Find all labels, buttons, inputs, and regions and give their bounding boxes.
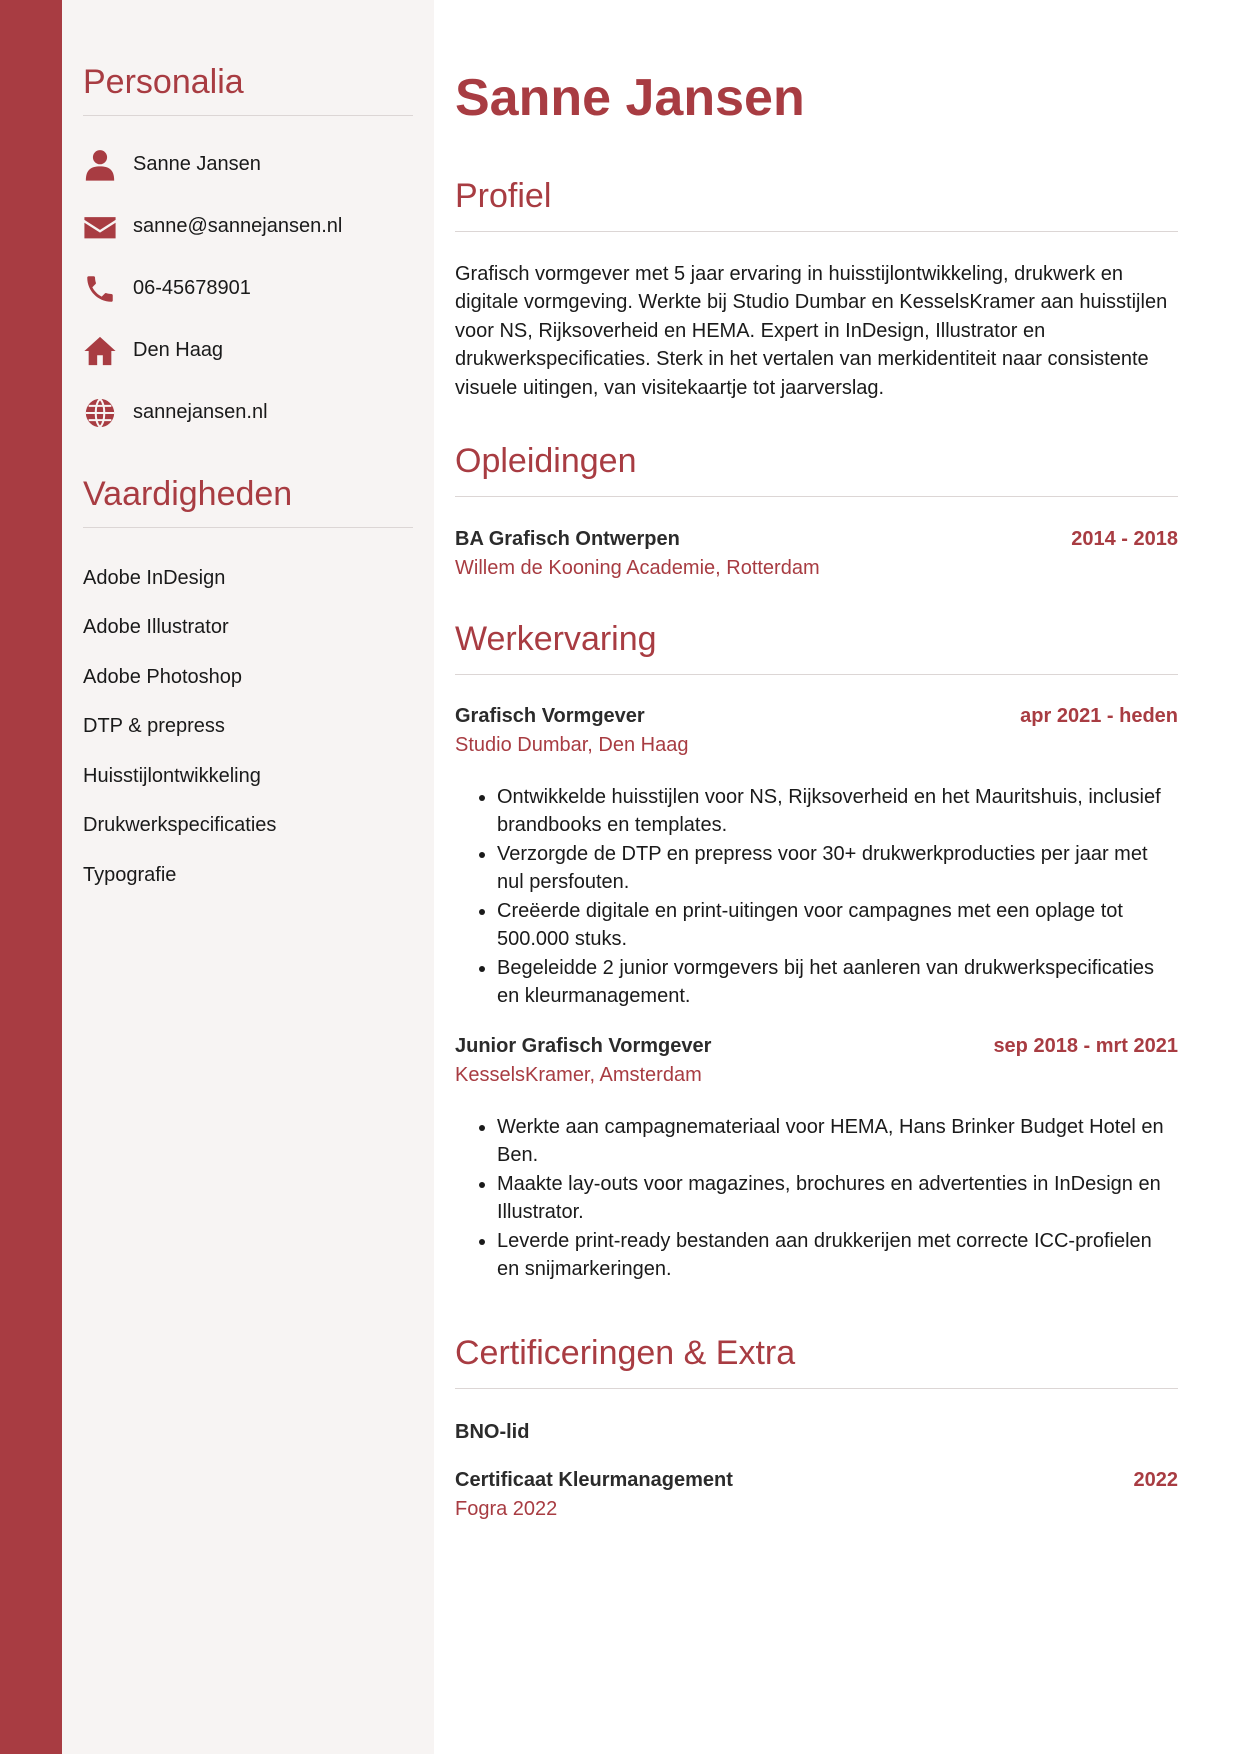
- experience-section: [455, 619, 1178, 1284]
- bullet-item: • Leverde print-ready bestanden aan drukkerijen met correcte ICC-profielen en snijmarkeringen.: [497, 1227, 1178, 1284]
- education-section: [455, 441, 1178, 580]
- user-icon: [83, 148, 117, 182]
- personalia-heading: Personalia: [83, 62, 413, 116]
- skill-item: Adobe InDesign: [83, 566, 226, 589]
- phone-icon: [83, 272, 117, 306]
- job-title: Grafisch Vormgever: [455, 704, 645, 727]
- bullet-item: • Maakte lay-outs voor magazines, brochures en advertenties in InDesign en Illustrator.: [497, 1170, 1178, 1227]
- job-entry: [455, 705, 1178, 1011]
- school-name: Willem de Kooning Academie, Rotterdam: [455, 556, 820, 579]
- certification-issuer: Fogra 2022: [455, 1497, 558, 1520]
- job-entry: [455, 1035, 1178, 1284]
- education-heading: Opleidingen: [455, 441, 1178, 497]
- contact-name-text: Sanne Jansen: [133, 153, 261, 176]
- certifications-section: [455, 1333, 1178, 1521]
- page-title: Sanne Jansen: [455, 69, 805, 127]
- skill-item: Drukwerkspecificaties: [83, 814, 277, 837]
- skills-heading: Vaardigheden: [83, 474, 413, 528]
- degree-title: BA Grafisch Ontwerpen: [455, 527, 680, 550]
- certification-entry: [455, 1469, 1178, 1521]
- contact-website-text[interactable]: sannejansen.nl: [133, 401, 268, 424]
- profile-section: [455, 176, 1178, 402]
- contact-email-text[interactable]: sanne@sannejansen.nl: [133, 215, 343, 238]
- skill-item: DTP & prepress: [83, 715, 225, 738]
- contact-website: [83, 382, 413, 444]
- certification-entry: [455, 1421, 1178, 1444]
- globe-icon: [83, 396, 117, 430]
- skills-list: [83, 554, 413, 901]
- education-dates: 2014 - 2018: [1071, 527, 1178, 550]
- skill-item: Adobe Illustrator: [83, 616, 229, 639]
- personalia-section: [83, 62, 413, 444]
- job-bullets: [455, 783, 1178, 1011]
- job-bullets: [455, 1113, 1178, 1284]
- company-name: Studio Dumbar, Den Haag: [455, 733, 689, 756]
- job-dates: apr 2021 - heden: [1020, 704, 1178, 727]
- certifications-heading: Certificeringen & Extra: [455, 1333, 1178, 1389]
- accent-stripe: [0, 0, 62, 1754]
- bullet-item: • Verzorgde de DTP en prepress voor 30+ drukwerkproducties per jaar met nul persfouten.: [497, 840, 1178, 897]
- experience-heading: Werkervaring: [455, 619, 1178, 675]
- bullet-item: • Begeleidde 2 junior vormgevers bij het aanleren van drukwerkspecificaties en kleurmanagement.: [497, 954, 1178, 1011]
- contact-phone: [83, 258, 413, 320]
- profile-heading: Profiel: [455, 176, 1178, 232]
- job-title: Junior Grafisch Vormgever: [455, 1034, 712, 1057]
- certification-year: 2022: [1133, 1468, 1178, 1491]
- job-dates: sep 2018 - mrt 2021: [993, 1034, 1178, 1057]
- contact-name: [83, 134, 413, 196]
- contact-location: [83, 320, 413, 382]
- contact-location-text: Den Haag: [133, 339, 224, 362]
- skill-item: Huisstijlontwikkeling: [83, 764, 261, 787]
- certification-name: Certificaat Kleurmanagement: [455, 1468, 733, 1491]
- company-name: KesselsKramer, Amsterdam: [455, 1063, 702, 1086]
- home-icon: [83, 334, 117, 368]
- contact-list: [83, 134, 413, 444]
- bullet-item: • Creëerde digitale en print-uitingen voor campagnes met een oplage tot 500.000 stuks.: [497, 897, 1178, 954]
- skill-item: Typografie: [83, 863, 177, 886]
- contact-email: [83, 196, 413, 258]
- bullet-item: • Ontwikkelde huisstijlen voor NS, Rijksoverheid en het Mauritshuis, inclusief brandbooks en templates.: [497, 783, 1178, 840]
- envelope-icon: [83, 210, 117, 244]
- skills-section: [83, 474, 413, 900]
- certification-name: BNO-lid: [455, 1420, 530, 1443]
- education-entry: [455, 528, 1178, 580]
- bullet-item: • Werkte aan campagnemateriaal voor HEMA, Hans Brinker Budget Hotel en Ben.: [497, 1113, 1178, 1170]
- profile-text: Grafisch vormgever met 5 jaar ervaring in huisstijlontwikkeling, drukwerk en digitale vormgeving. Werkte bij Studio Dumbar en KesselsKramer aan huisstijlen voor NS, Rijksoverheid en HEMA. Expert in InDesign, Illustrator en drukwerkspecificaties. Sterk in het vertalen van merkidentiteit naar consistente visuele uitingen, van visitekaartje tot jaarverslag.: [455, 262, 1168, 399]
- contact-phone-text: 06-45678901: [133, 277, 251, 300]
- skill-item: Adobe Photoshop: [83, 665, 243, 688]
